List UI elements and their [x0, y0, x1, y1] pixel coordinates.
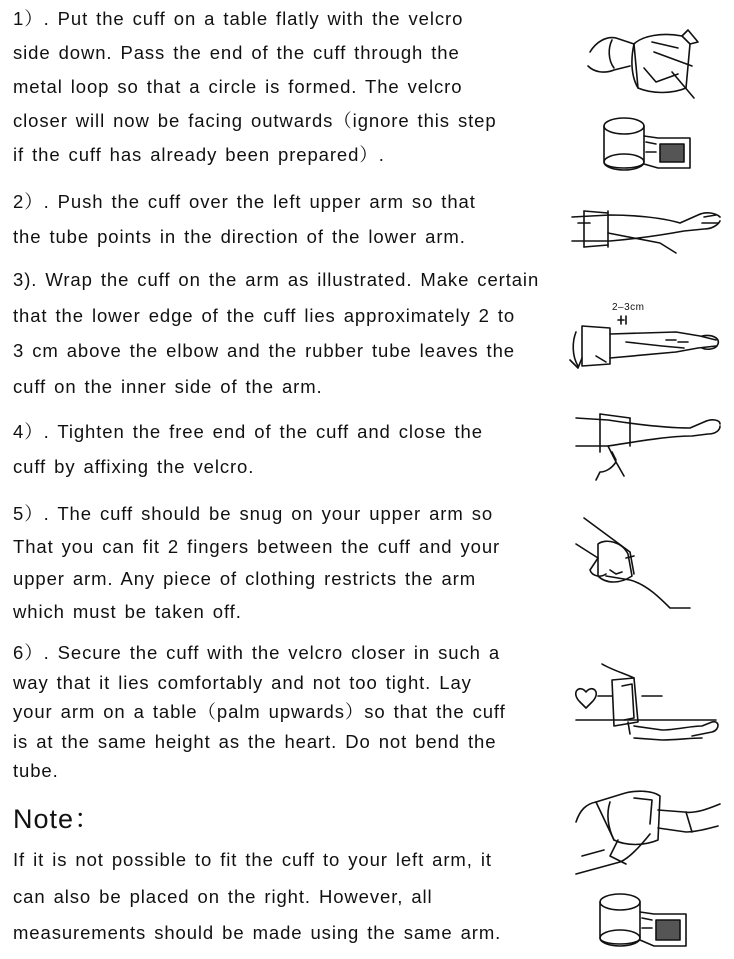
step-2-text — [13, 184, 558, 254]
arm-cuff-wrap-icon — [566, 302, 726, 374]
step-line: 3 cm above the elbow and the rubber tube leaves the — [13, 340, 515, 361]
hand-threading-cuff-icon — [582, 22, 702, 102]
step-line: cuff by affixing the velcro. — [13, 456, 255, 477]
step-5-text — [13, 498, 558, 628]
step-line: 4）. Tighten the free end of the cuff and close the — [13, 421, 483, 442]
note-line: can also be placed on the right. However, all — [13, 885, 433, 907]
arm-heart-level-icon — [572, 660, 722, 752]
step-line: 5）. The cuff should be snug on your upper arm so — [13, 503, 494, 524]
distance-label: 2–3cm — [612, 302, 645, 313]
cuff-ring-icon — [594, 888, 694, 954]
step-line: your arm on a table（palm upwards）so that the cuff — [13, 701, 506, 722]
note-line: If it is not possible to fit the cuff to your left arm, it — [13, 849, 492, 870]
step-line: metal loop so that a circle is formed. The velcro — [13, 76, 463, 97]
step-line: is at the same height as the heart. Do not bend the — [13, 730, 497, 752]
step-line: cuff on the inner side of the arm. — [13, 375, 323, 397]
arm-cuff-push-icon — [570, 203, 725, 255]
note-text — [13, 842, 573, 952]
right-arm-cuff-icon — [574, 784, 724, 886]
step-line: that the lower edge of the cuff lies approximately 2 to — [13, 304, 516, 326]
note-line: measurements should be made using the same arm. — [13, 922, 502, 943]
step-4-text — [13, 414, 558, 484]
step-3-text — [13, 262, 558, 404]
step-line: 6）. Secure the cuff with the velcro closer in such a — [13, 642, 501, 663]
step-6-text — [13, 638, 558, 786]
step-line: tube. — [13, 760, 59, 781]
step-line: side down. Pass the end of the cuff through the — [13, 42, 460, 63]
step-line: which must be taken off. — [13, 600, 242, 622]
step-line: That you can fit 2 fingers between the cuff and your — [13, 535, 501, 557]
step-1-text — [13, 2, 558, 172]
step-line: upper arm. Any piece of clothing restricts the arm — [13, 568, 477, 589]
step-line: if the cuff has already been prepared）. — [13, 144, 385, 165]
note-heading: Note： — [13, 804, 103, 834]
cuff-ring-icon — [598, 112, 698, 178]
arm-cuff-tighten-icon — [572, 406, 722, 482]
step-line: 2）. Push the cuff over the left upper arm so that — [13, 191, 476, 212]
step-line: 1）. Put the cuff on a table flatly with the velcro — [13, 8, 464, 29]
step-line: way that it lies comfortably and not too tight. Lay — [13, 671, 472, 693]
step-line: closer will now be facing outwards（ignore this step — [13, 110, 497, 131]
step-line: the tube points in the direction of the lower arm. — [13, 226, 466, 247]
arm-cuff-fingers-icon — [570, 514, 700, 614]
step-line: 3). Wrap the cuff on the arm as illustrated. Make certain — [13, 269, 540, 290]
